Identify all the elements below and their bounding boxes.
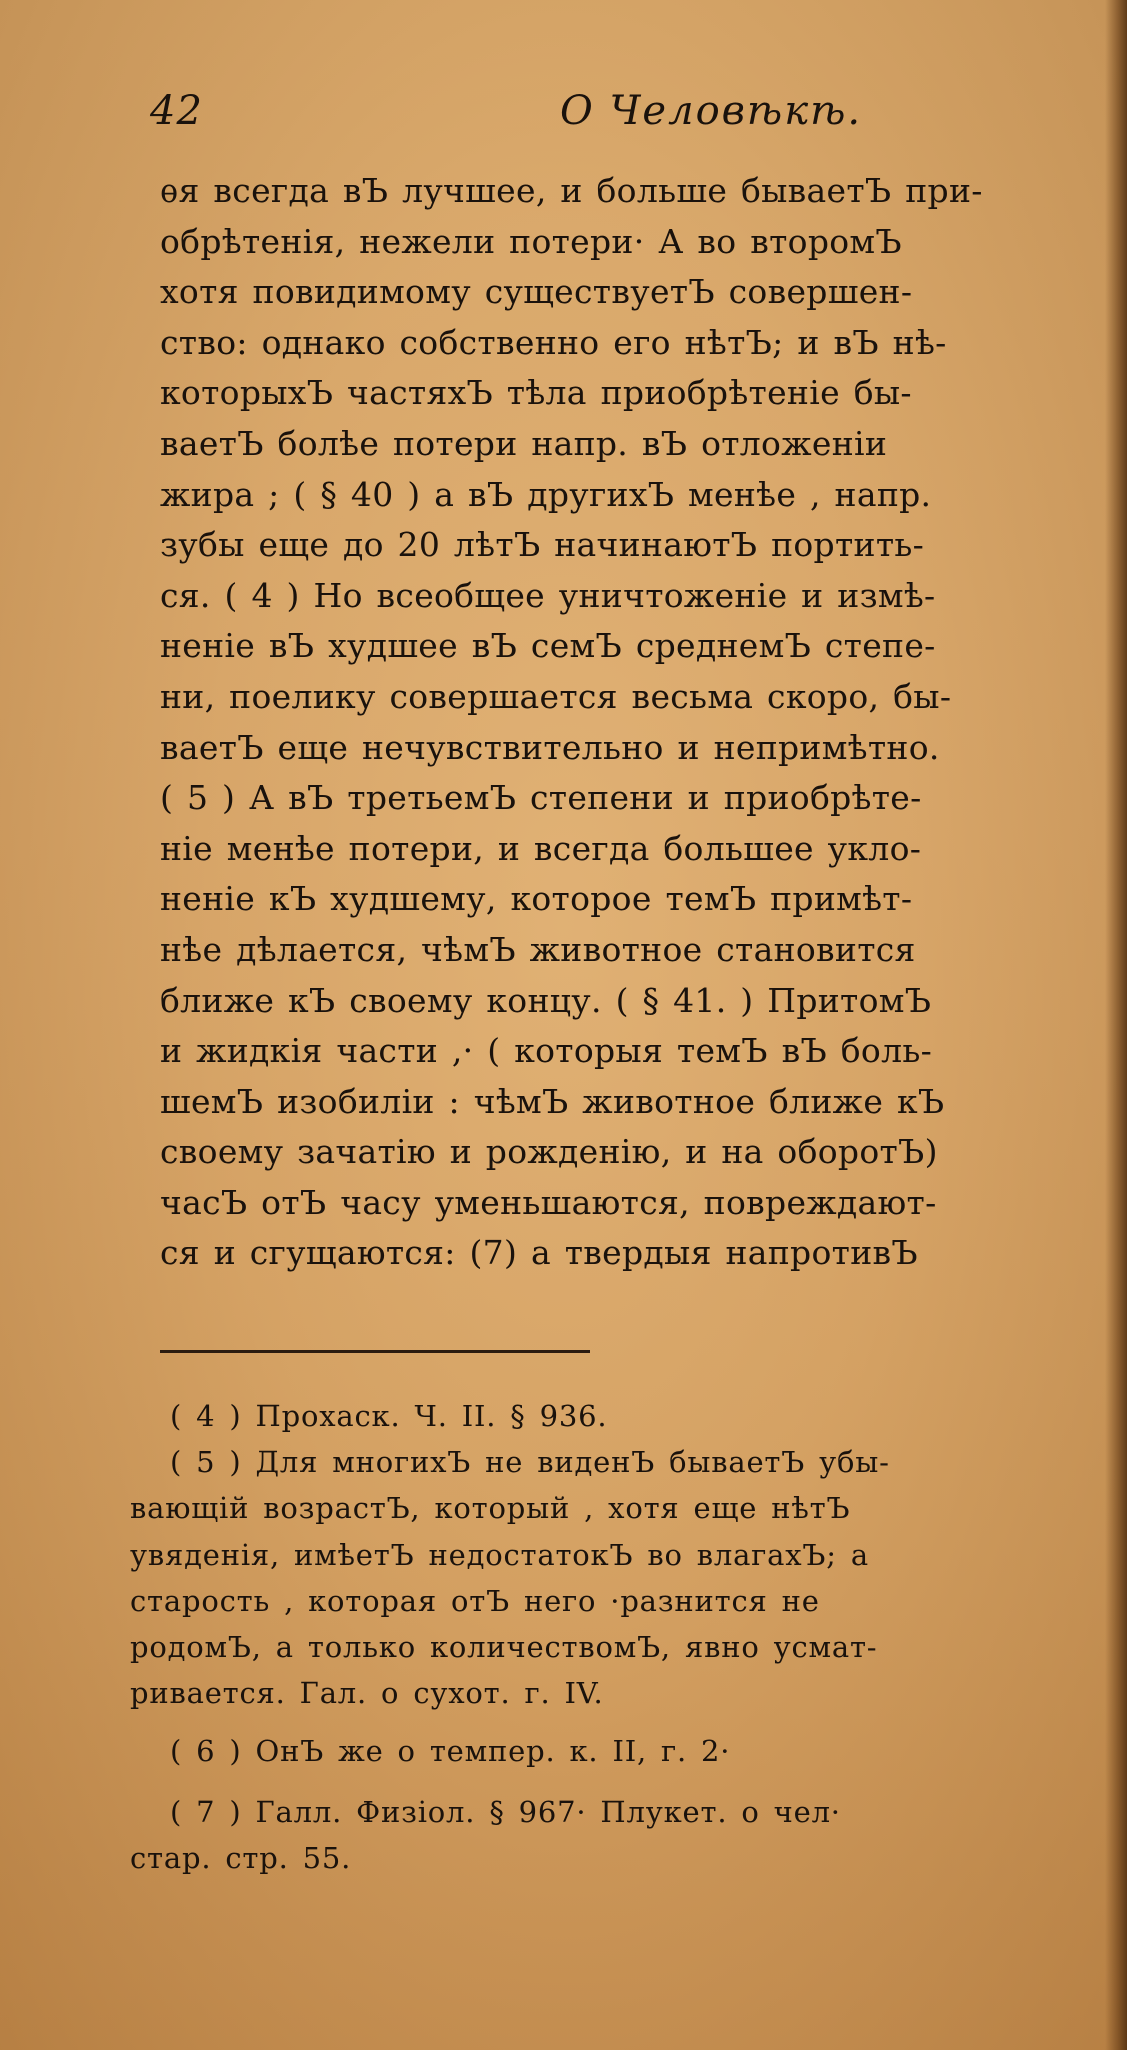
text-line: и жидкія части ,· ( которыя темЪ вЪ боль- <box>160 1031 933 1071</box>
page-header <box>150 88 990 148</box>
text-line: часЪ отЪ часу уменьшаются, повреждают- <box>160 1182 937 1222</box>
text-line: ѳя всегда вЪ лучшее, и больше бываетЪ при- <box>160 171 983 210</box>
footnote-line: родомЪ, а только количествомЪ, явно усмат- <box>130 1629 878 1664</box>
footnote-line: вающій возрастЪ, который , хотя еще нѣтЪ <box>130 1491 851 1526</box>
footnote-line: ( 7 ) Галл. Физіол. § 967· Плукет. о чел· <box>170 1794 841 1829</box>
footnote-line: увяденія, имѣетЪ недостатокЪ во влагахЪ; а <box>130 1537 869 1572</box>
text-line: обрѣтенія, нежели потери· А во второмЪ <box>160 221 902 261</box>
text-line: неніе вЪ худшее вЪ семЪ среднемЪ степе- <box>160 626 936 666</box>
footnote-divider <box>160 1350 590 1353</box>
text-line: ( 5 ) А вЪ третьемЪ степени и приобрѣте- <box>160 778 922 818</box>
main-text <box>160 166 1110 1279</box>
text-line: ся. ( 4 ) Но всеобщее уничтоженіе и измѣ- <box>160 575 936 615</box>
footnote-line: ( 4 ) Прохаск. Ч. II. § 936. <box>170 1399 608 1433</box>
text-line: неніе кЪ худшему, которое темЪ примѣт- <box>160 879 913 919</box>
footnote-line: ( 6 ) ОнЪ же о темпер. к. II, г. 2· <box>170 1734 731 1769</box>
footnote-line: ( 5 ) Для многихЪ не виденЪ бываетЪ убы- <box>170 1445 890 1480</box>
text-line: ваетЪ болѣе потери напр. вЪ отложеніи <box>160 423 888 463</box>
text-line: ся и сгущаются: (7) а твердыя напротивЪ <box>160 1233 918 1273</box>
text-line: жира ; ( § 40 ) а вЪ другихЪ менѣе , напр. <box>160 474 932 514</box>
text-line: своему зачатію и рожденію, и на оборотЪ) <box>160 1132 938 1172</box>
running-title: О Человѣкѣ. <box>560 88 863 134</box>
text-line: ство: однако собственно его нѣтЪ; и вЪ нѣ- <box>160 322 947 362</box>
footnotes <box>130 1393 1120 1881</box>
text-line: шемЪ изобиліи : чѣмЪ животное ближе кЪ <box>160 1081 945 1121</box>
text-line: зубы еще до 20 лѣтЪ начинаютЪ портить- <box>160 525 925 565</box>
footnote-line: ривается. Гал. о сухот. г. IV. <box>130 1676 604 1711</box>
text-line: ваетЪ еще нечувствительно и непримѣтно. <box>160 727 940 767</box>
text-line: хотя повидимому существуетЪ совершен- <box>160 272 913 312</box>
text-line: нѣе дѣлается, чѣмЪ животное становится <box>160 929 916 969</box>
text-line: ни, поелику совершается весьма скоро, бы- <box>160 676 952 716</box>
text-line: ніе менѣе потери, и всегда большее укло- <box>160 828 922 868</box>
footnote-line: старость , которая отЪ него ·разнится не <box>130 1583 820 1618</box>
text-line: ближе кЪ своему концу. ( § 41. ) ПритомЪ <box>160 980 932 1020</box>
footnote-line: стар. стр. 55. <box>130 1840 352 1875</box>
page-number: 42 <box>150 88 203 134</box>
text-line: которыхЪ частяхЪ тѣла приобрѣтеніе бы- <box>160 373 912 413</box>
